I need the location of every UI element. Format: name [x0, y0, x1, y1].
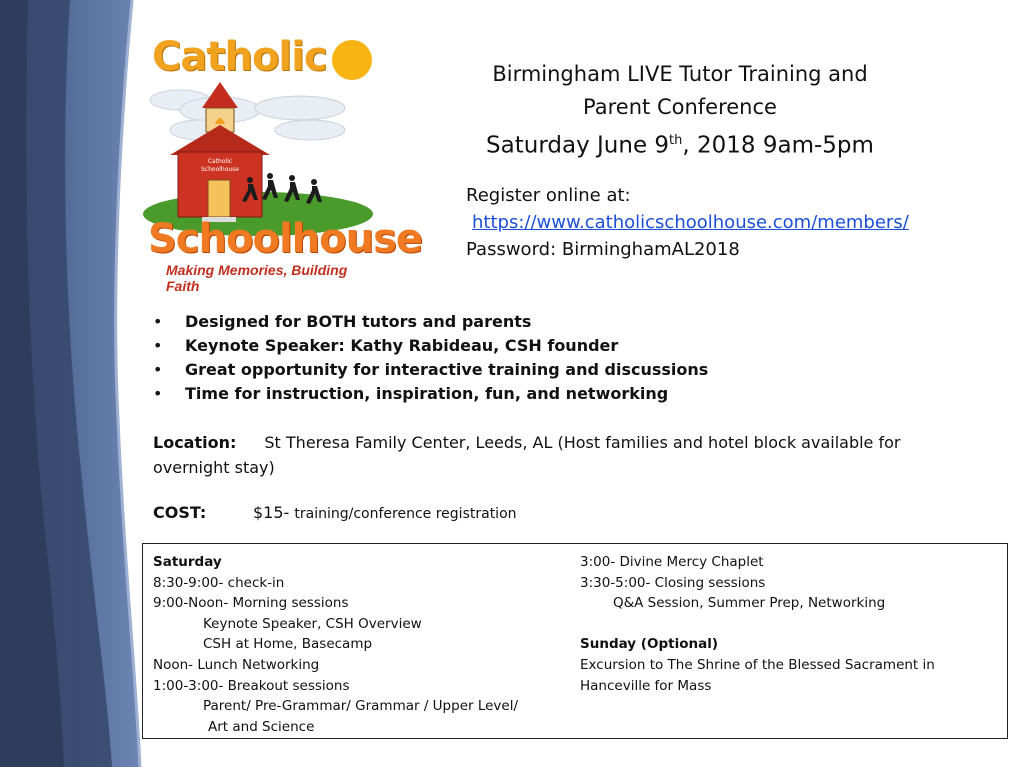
afternoon-column	[580, 552, 935, 696]
schedule-item: 8:30-9:00- check-in	[153, 574, 285, 591]
location-section	[153, 430, 913, 480]
title-line-3: Saturday June 9th, 2018 9am-5pm	[486, 132, 874, 159]
cost-label: COST:	[153, 503, 207, 522]
logo-tagline: Making Memories, Building Faith	[166, 262, 348, 294]
schedule-item: Art and Science	[208, 718, 315, 735]
register-label: Register online at:	[466, 185, 631, 206]
door	[208, 180, 230, 217]
title-line-1: Birmingham LIVE Tutor Training and	[492, 62, 868, 86]
schedule-item: Excursion to The Shrine of the Blessed Sacrament in	[580, 656, 935, 673]
cost-note: training/conference registration	[294, 506, 517, 522]
cost-amount: $15-	[253, 503, 290, 522]
saturday-heading: Saturday	[153, 554, 222, 570]
schedule-item: Hanceville for Mass	[580, 677, 712, 694]
schedule-item: 1:00-3:00- Breakout sessions	[153, 677, 350, 694]
sun-icon	[332, 40, 372, 80]
logo-catholic-text: Catholic	[152, 34, 327, 80]
schedule-item: Q&A Session, Summer Prep, Networking	[613, 595, 886, 612]
schedule-item: 3:00- Divine Mercy Chaplet	[580, 554, 764, 570]
svg-text:Schoolhouse: Schoolhouse	[200, 166, 240, 173]
cost-section	[153, 503, 517, 522]
schedule-item: 3:30-5:00- Closing sessions	[580, 574, 766, 591]
list-item: • Great opportunity for interactive training and discussions	[150, 358, 708, 382]
catholic-schoolhouse-logo	[140, 30, 423, 294]
schedule-item: Parent/ Pre-Grammar/ Grammar / Upper Level/	[203, 698, 519, 715]
title-line-2: Parent Conference	[583, 95, 777, 119]
schedule-item: Noon- Lunch Networking	[153, 656, 320, 673]
list-item: • Keynote Speaker: Kathy Rabideau, CSH founder	[150, 334, 708, 358]
location-value: St Theresa Family Center, Leeds, AL (Host families and hotel block available for overnight stay)	[153, 433, 901, 477]
saturday-column	[153, 552, 518, 737]
location-label: Location:	[153, 433, 237, 452]
cloud-icon	[150, 90, 345, 140]
list-item: • Time for instruction, inspiration, fun, and networking	[150, 382, 708, 406]
schedule-item: 9:00-Noon- Morning sessions	[153, 595, 349, 612]
sunday-heading: Sunday (Optional)	[580, 636, 718, 653]
registration-link[interactable]: https://www.catholicschoolhouse.com/members/	[472, 212, 909, 233]
logo-schoolhouse-text: Schoolhouse	[148, 216, 423, 262]
event-title	[470, 58, 890, 163]
schedule-box	[142, 543, 1008, 739]
registration-info	[466, 182, 909, 263]
schedule-item: Keynote Speaker, CSH Overview	[203, 615, 422, 632]
svg-text:Catholic: Catholic	[207, 158, 233, 165]
highlights-list	[150, 310, 708, 406]
list-item: • Designed for BOTH tutors and parents	[150, 310, 708, 334]
registration-password: Password: BirminghamAL2018	[466, 239, 740, 260]
schedule-item: CSH at Home, Basecamp	[203, 636, 373, 653]
